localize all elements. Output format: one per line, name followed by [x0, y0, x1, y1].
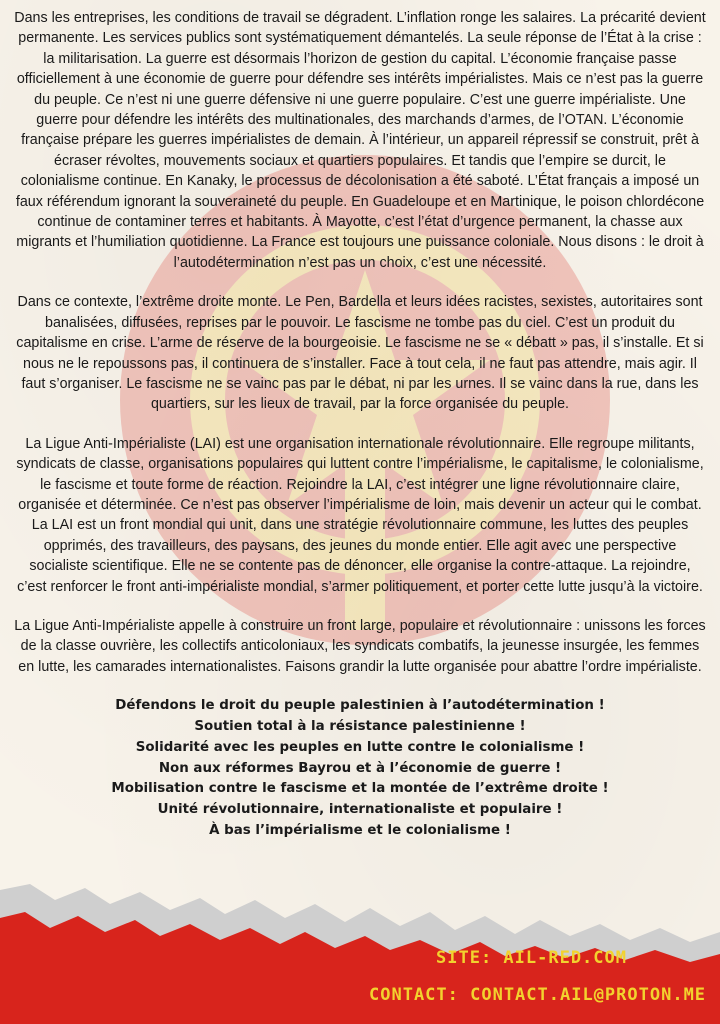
slogan-item: Non aux réformes Bayrou et à l’économie de guerre !: [158, 760, 562, 776]
paragraph-economy-war: Dans les entreprises, les conditions de travail se dégradent. L’inflation ronge les salaires. La précarité devient permanente. Les services publics sont systématiquement démantelés. La seule réponse de l’État à la crise : la militarisation. La guerre est désormais l’horizon de gestion du capital. L’économie française passe officiellement à une économie de guerre pour défendre ses intérêts impérialistes. Mais ce n’est pas la guerre du peuple. Ce n’est ni une guerre défensive ni une guerre populaire. C’est une guerre impérialiste. Une guerre pour défendre les intérêts des multinationales, des marchands d’armes, de l’OTAN. L’économie française prépare les guerres impérialistes de demain. À l’intérieur, un appareil répressif se construit, prêt à écraser révoltes, mouvements sociaux et quartiers populaires. Et tandis que l’empire se durcit, le colonialisme continue. En Kanaky, le processus de décolonisation a été saboté. L’État français a imposé un faux référendum ignorant la souveraineté du peuple. En Guadeloupe et en Martinique, le poison chlordécone continue de contaminer terres et habitants. À Mayotte, c’est l’état d’urgence permanent, la chasse aux migrants et l’humiliation quotidienne. La France est toujours une puissance coloniale. Nous disons : le droit à l’autodétermination n’est pas un choix, c’est une nécessité.: [14, 10, 706, 271]
slogan-item: Soutien total à la résistance palestinienne !: [194, 718, 526, 734]
slogan-list: [14, 696, 706, 842]
paragraph-call-to-action: La Ligue Anti-Impérialiste appelle à construire un front large, populaire et révolutionnaire : unissons les forces de la classe ouvrière, les collectifs anticoloniaux, les syndicats combatifs, la jeunesse insurgée, les femmes en lutte, les camarades internationalistes. Faisons grandir la lutte organisée pour abattre l’ordre impérialiste.: [14, 617, 706, 675]
paragraph-lai: La Ligue Anti-Impérialiste (LAI) est une organisation internationale révolutionnaire. Elle regroupe militants, syndicats de classe, organisations populaires qui luttent contre l’impérialisme, le capitalisme, le colonialisme, le fascisme et toute forme de réaction. Rejoindre la LAI, c’est intégrer une ligne révolutionnaire claire, organisée et déterminée. Ce n’est pas observer l’impérialisme de loin, mais devenir un acteur qui le combat. La LAI est un front mondial qui unit, dans une stratégie révolutionnaire commune, les luttes des peuples opprimés, des travailleurs, des paysans, des jeunes du monde entier. Elle agit avec une perspective socialiste scientifique. Elle ne se contente pas de dénoncer, elle organise la contre-attaque. La rejoindre, c’est renforcer le front anti-impérialiste mondial, s’armer politiquement, et porter cette lutte jusqu’à la victoire.: [16, 435, 704, 595]
slogan-item: Unité révolutionnaire, internationaliste et populaire !: [157, 802, 563, 818]
slogan-item: Mobilisation contre le fascisme et la montée de l’extrême droite !: [111, 781, 609, 797]
slogan-item: Solidarité avec les peuples en lutte contre le colonialisme !: [135, 739, 585, 755]
footer-banner: [0, 870, 720, 1024]
slogan-item: Défendons le droit du peuple palestinien à l’autodétermination !: [115, 698, 605, 714]
site-text: SITE: AIL-RED.COM: [436, 948, 627, 968]
contact-email-text: CONTACT: CONTACT.AIL@PROTON.ME: [369, 985, 707, 1005]
paragraph-far-right: Dans ce contexte, l’extrême droite monte. Le Pen, Bardella et leurs idées racistes, sexistes, autoritaires sont banalisées, diffusées, reprises par le pouvoir. Le fascisme ne tombe pas du ciel. C’est un produit du capitalisme en crise. L’arme de réserve de la bourgeoisie. Le fascisme ne se « débatt » pas, il s’installe. Et si nous ne le repoussons pas, il continuera de s’installer. Face à tout cela, il ne faut pas attendre, mais agir. Il faut s’organiser. Le fascisme ne se vainc pas par le débat, ni par les urnes. Il se vainc dans la rue, dans les quartiers, sur les lieux de travail, par la force organisée du peuple.: [16, 294, 704, 413]
slogan-item: À bas l’impérialisme et le colonialisme !: [209, 822, 511, 838]
